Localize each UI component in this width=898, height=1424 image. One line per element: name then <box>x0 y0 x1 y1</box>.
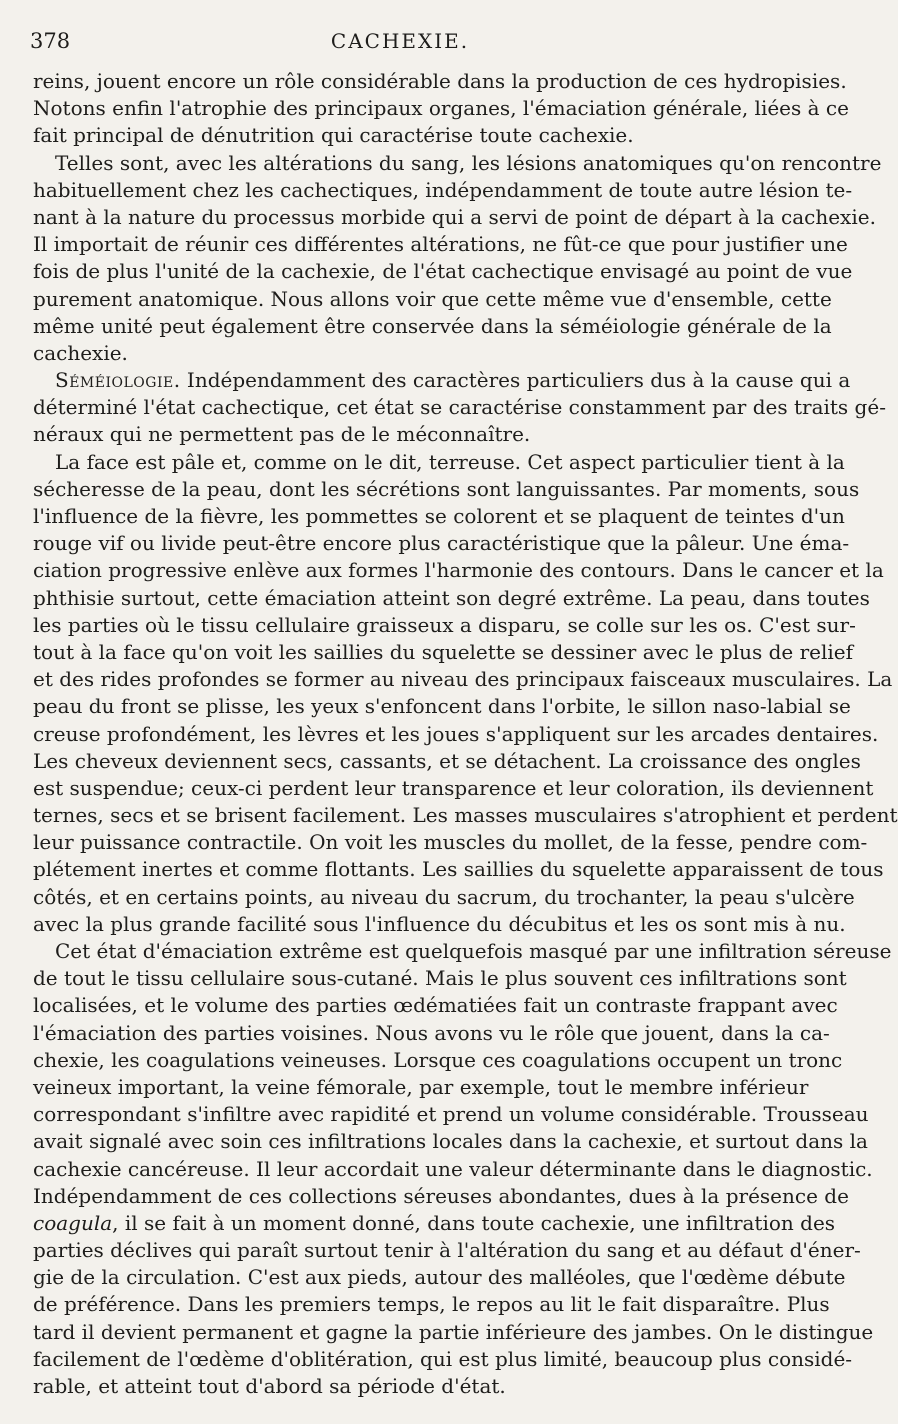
text-line: ternes, secs et se brisent facilement. Les masses musculaires s'atrophient et perdent <box>33 803 898 828</box>
text-line: déterminé l'état cachectique, cet état se caractérise constamment par des traits gé- <box>33 395 886 420</box>
section-heading: Séméiologie. <box>55 368 181 393</box>
text-line: Indépendamment de ces collections séreuses abondantes, dues à la présence de <box>33 1183 849 1208</box>
text-line: nant à la nature du processus morbide qui a servi de point de départ à la cachexie. <box>33 204 876 229</box>
paragraph <box>33 68 849 150</box>
paragraph <box>33 367 886 449</box>
text-line-content: , il se fait à un moment donné, dans toute cachexie, une infiltration des <box>112 1210 836 1235</box>
text-line: et des rides profondes se former au niveau des principaux faisceaux musculaires. La <box>33 667 893 692</box>
text-line: cachexie. <box>33 340 128 365</box>
text-line: de tout le tissu cellulaire sous-cutané. Mais le plus souvent ces infiltrations sont <box>33 966 847 991</box>
text-line: rouge vif ou livide peut-être encore plus caractéristique que la pâleur. Une éma- <box>33 531 850 556</box>
text-line: rable, et atteint tout d'abord sa période d'état. <box>33 1374 506 1398</box>
paragraph <box>33 449 898 938</box>
text-line: facilement de l'œdème d'oblitération, qui est plus limité, beaucoup plus considé- <box>33 1346 853 1371</box>
text-line: creuse profondément, les lèvres et les joues s'appliquent sur les arcades dentaires. <box>33 721 879 746</box>
text-line: l'émaciation des parties voisines. Nous avons vu le rôle que jouent, dans la ca- <box>33 1020 830 1045</box>
text-line: côtés, et en certains points, au niveau du sacrum, du trochanter, la peau s'ulcère <box>33 884 855 909</box>
page-number: 378 <box>30 29 71 53</box>
text-line: Telles sont, avec les altérations du sang, les lésions anatomiques qu'on rencontre <box>55 150 882 175</box>
paragraph <box>33 938 892 1400</box>
text-line: ciation progressive enlève aux formes l'harmonie des contours. Dans le cancer et la <box>33 558 884 583</box>
text-line: néraux qui ne permettent pas de le méconnaître. <box>33 422 531 447</box>
text-line: phthisie surtout, cette émaciation atteint son degré extrême. La peau, dans toutes <box>33 585 870 610</box>
text-line: même unité peut également être conservée dans la séméiologie générale de la <box>33 313 832 338</box>
text-line: leur puissance contractile. On voit les muscles du mollet, de la fesse, pendre com- <box>33 830 868 855</box>
text-line <box>33 367 851 394</box>
text-line: sécheresse de la peau, dont les sécrétions sont languissantes. Par moments, sous <box>33 476 860 501</box>
text-line: parties déclives qui paraît surtout tenir à l'altération du sang et au défaut d'éner- <box>33 1238 861 1263</box>
text-line: avec la plus grande facilité sous l'influence du décubitus et les os sont mis à nu. <box>33 911 846 936</box>
text-line: fois de plus l'unité de la cachexie, de l'état cachectique envisagé au point de vue <box>33 259 853 284</box>
text-line-content: Indépendamment des caractères particuliers dus à la cause qui a <box>186 368 851 393</box>
text-line: reins, jouent encore un rôle considérable dans la production de ces hydropisies. <box>33 69 847 93</box>
text-line: habituellement chez les cachectiques, indépendamment de toute autre lésion te- <box>33 177 853 202</box>
paragraph <box>33 150 882 368</box>
text-line: correspondant s'infiltre avec rapidité et prend un volume considérable. Trousseau <box>33 1102 869 1127</box>
text-line: Les cheveux deviennent secs, cassants, et se détachent. La croissance des ongles <box>33 748 861 773</box>
text-line: cachexie cancéreuse. Il leur accordait une valeur déterminante dans le diagnostic. <box>33 1156 873 1181</box>
page-header <box>0 29 800 59</box>
text-line: est suspendue; ceux-ci perdent leur transparence et leur coloration, ils deviennent <box>33 775 874 800</box>
text-line: purement anatomique. Nous allons voir que cette même vue d'ensemble, cette <box>33 286 832 311</box>
text-line: l'influence de la fièvre, les pommettes se colorent et se plaquent de teintes d'un <box>33 504 845 528</box>
text-line: tard il devient permanent et gagne la partie inférieure des jambes. On le distingue <box>33 1319 874 1344</box>
text-line: chexie, les coagulations veineuses. Lorsque ces coagulations occupent un tronc <box>33 1047 843 1072</box>
text-line: les parties où le tissu cellulaire graisseux a disparu, se colle sur les os. C'est sur- <box>33 612 856 637</box>
text-line: avait signalé avec soin ces infiltrations locales dans la cachexie, et surtout dans la <box>33 1129 868 1154</box>
running-head: CACHEXIE. <box>330 29 470 53</box>
text-line: La face est pâle et, comme on le dit, terreuse. Cet aspect particulier tient à la <box>55 449 845 474</box>
text-line <box>33 1210 836 1237</box>
text-line: tout à la face qu'on voit les saillies du squelette se dessiner avec le plus de relief <box>33 639 854 664</box>
body-text <box>33 68 898 1400</box>
text-line: localisées, et le volume des parties œdématiées fait un contraste frappant avec <box>33 993 838 1018</box>
text-line: Il importait de réunir ces différentes altérations, ne fût-ce que pour justifier une <box>33 232 848 257</box>
text-line: Notons enfin l'atrophie des principaux organes, l'émaciation générale, liées à ce <box>33 96 849 121</box>
italic-term: coagula <box>33 1210 113 1235</box>
text-line: fait principal de dénutrition qui caractérise toute cachexie. <box>33 123 634 148</box>
text-line: de préférence. Dans les premiers temps, le repos au lit le fait disparaître. Plus <box>33 1292 830 1317</box>
text-line: veineux important, la veine fémorale, par exemple, tout le membre inférieur <box>33 1074 809 1099</box>
text-line: gie de la circulation. C'est aux pieds, autour des malléoles, que l'œdème débute <box>33 1265 846 1290</box>
text-line: peau du front se plisse, les yeux s'enfoncent dans l'orbite, le sillon naso-labial se <box>33 694 851 719</box>
text-line: plétement inertes et comme flottants. Les saillies du squelette apparaissent de tous <box>33 857 884 882</box>
text-line: Cet état d'émaciation extrême est quelquefois masqué par une infiltration séreuse <box>55 939 892 963</box>
